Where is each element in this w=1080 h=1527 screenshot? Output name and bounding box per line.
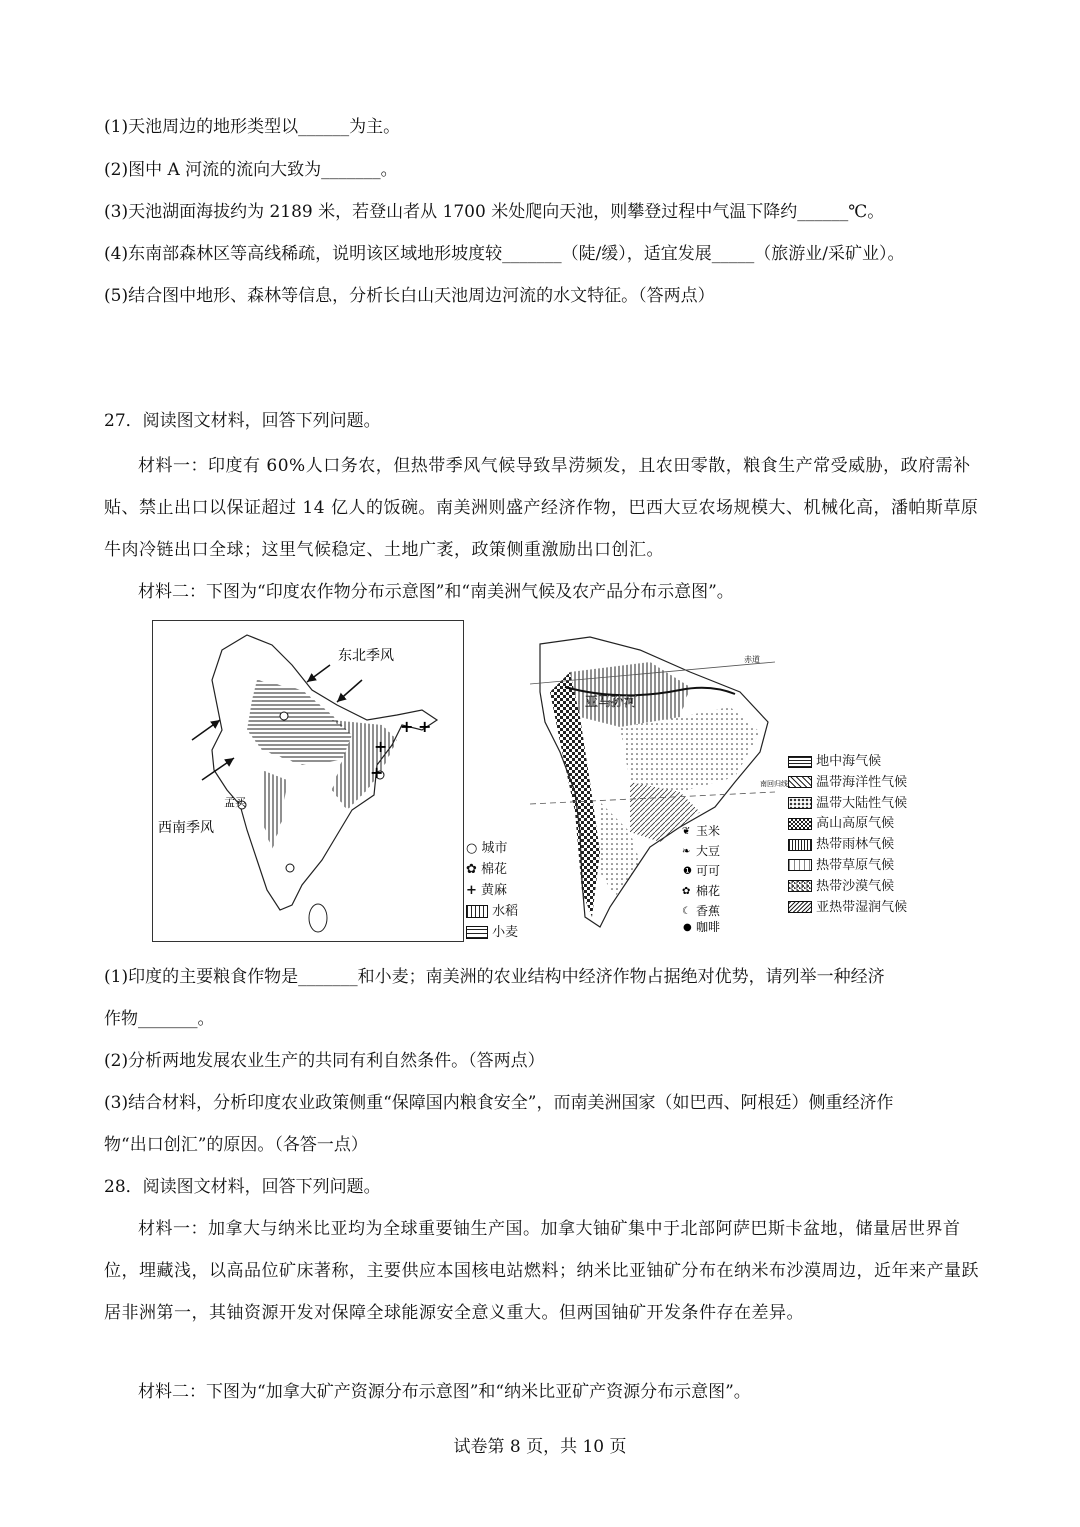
- horizontal-hatch-icon: [466, 926, 488, 939]
- climate-label: 温带大陆性气候: [816, 795, 908, 811]
- jute-mark: +: [418, 717, 432, 736]
- q27-question-1b: 作物_______。: [104, 1009, 215, 1029]
- product-label: 棉花: [696, 884, 721, 898]
- product-label: 大豆: [696, 844, 721, 858]
- q27-question-2: (2)分析两地发展农业生产的共同有利自然条件。（答两点）: [104, 1051, 545, 1071]
- climate-label: 热带雨林气候: [816, 837, 895, 853]
- q26-item-5: (5)结合图中地形、森林等信息，分析长白山天池周边河流的水文特征。（答两点）: [104, 286, 715, 306]
- climate-legend: [788, 752, 938, 918]
- product-label: 咖啡: [696, 920, 721, 932]
- india-map-svg: [152, 620, 464, 942]
- plus-icon: +: [466, 883, 477, 898]
- climate-label: 温带海洋性气候: [816, 774, 908, 790]
- equator-label: 赤道: [744, 655, 760, 664]
- q27-question-1a: (1)印度的主要粮食作物是_______和小麦；南美洲的农业结构中经济作物占据绝对优势，请列举一种经济: [104, 967, 885, 987]
- river-label: 亚马孙河: [585, 695, 638, 710]
- legend-cotton: 棉花: [481, 862, 508, 877]
- climate-label: 地中海气候: [816, 754, 882, 769]
- q26-item-4: (4)东南部森林区等高线稀疏，说明该区域地形坡度较_______（陡/缓），适宜发展_____（旅游业/采矿业）。: [104, 244, 905, 264]
- q27-material-1: 材料一：印度有 60%人口务农，但热带季风气候导致旱涝频发，且农田零散，粮食生产常受威胁，政府需补贴、禁止出口以保证超过 14 亿人的饭碗。南美洲则盛产经济作物，巴西大豆农场规模大、机械化高，潘帕斯草原牛肉冷链出口全球；这里气候稳定、土地广袤，政策侧重激励出口创汇。: [104, 456, 979, 560]
- q27-question-3b: 物“出口创汇”的原因。（各答一点）: [104, 1135, 368, 1155]
- sri-lanka: [309, 904, 327, 932]
- jute-mark: +: [374, 737, 388, 756]
- q27-material-2: 材料二：下图为“印度农作物分布示意图”和“南美洲气候及农产品分布示意图”。: [138, 582, 734, 602]
- q26-item-3: (3)天池湖面海拔约为 2189 米，若登山者从 1700 米处爬向天池，则攀登过程中气温下降约______℃。: [104, 202, 885, 222]
- city-label: 孟买: [224, 796, 246, 809]
- jute-mark: +: [400, 717, 414, 736]
- legend-rice: 水稻: [492, 904, 519, 919]
- page-footer: 试卷第 8 页，共 10 页: [453, 1437, 627, 1457]
- temperate-maritime-swatch: [788, 776, 812, 788]
- vertical-hatch-icon: [466, 905, 488, 918]
- product-label: 可可: [696, 864, 721, 878]
- legend-jute: 黄麻: [481, 883, 508, 898]
- banana-icon: ☾: [682, 906, 691, 917]
- q28-material-2: 材料二：下图为“加拿大矿产资源分布示意图”和“纳米比亚矿产资源分布示意图”。: [138, 1382, 751, 1402]
- rainforest-swatch: [788, 839, 812, 851]
- q28-material-1: 材料一：加拿大与纳米比亚均为全球重要铀生产国。加拿大铀矿集中于北部阿萨巴斯卡盆地，储量居世界首位，埋藏浅，以高品位矿床著称，主要供应本国核电站燃料；纳米比亚铀矿分布在纳米布沙漠周边，近年来产量跃居非洲第一，其铀资源开发对保障全球能源安全意义重大。但两国铀矿开发条件存在差异。: [104, 1219, 979, 1323]
- legend-city: 城市: [481, 841, 508, 856]
- jute-mark: +: [370, 763, 384, 782]
- subtropical-swatch: [788, 901, 812, 913]
- climate-label: 热带沙漠气候: [816, 878, 895, 894]
- corn-icon: ❦: [682, 826, 691, 837]
- climate-label: 亚热带湿润气候: [816, 899, 908, 915]
- savanna-swatch: [788, 859, 812, 871]
- india-crop-map: [152, 620, 464, 942]
- q27-question-3a: (3)结合材料，分析印度农业政策侧重“保障国内粮食安全”，而南美洲国家（如巴西、阿根廷）侧重经济作: [104, 1093, 894, 1113]
- cotton-icon: ✿: [466, 862, 477, 877]
- tropic-label: 南回归线: [760, 780, 788, 788]
- south-america-map: [530, 632, 790, 932]
- product-label: 玉米: [696, 824, 721, 838]
- product-label: 香蕉: [696, 904, 721, 918]
- highland-swatch: [788, 818, 812, 830]
- temperate-continental-swatch: [788, 797, 812, 809]
- climate-label: 高山高原气候: [816, 816, 895, 832]
- cocoa-icon: ❶: [683, 866, 692, 877]
- sa-map-svg: [530, 632, 790, 932]
- climate-label: 热带草原气候: [816, 857, 895, 873]
- q27-title: 27．阅读图文材料，回答下列问题。: [104, 411, 381, 431]
- q28-title: 28．阅读图文材料，回答下列问题。: [104, 1177, 381, 1197]
- mediterranean-swatch: [788, 756, 812, 768]
- city-dot: [280, 712, 288, 720]
- ne-monsoon-label: 东北季风: [338, 648, 394, 664]
- q26-item-1: (1)天池周边的地形类型以______为主。: [104, 117, 401, 137]
- sw-monsoon-label: 西南季风: [158, 820, 214, 836]
- circle-icon: ○: [466, 841, 478, 856]
- legend-wheat: 小麦: [492, 925, 519, 940]
- desert-swatch: [788, 880, 812, 892]
- q26-item-2: (2)图中 A 河流的流向大致为_______。: [104, 160, 398, 180]
- city-dot: [286, 864, 294, 872]
- soybean-icon: ❧: [682, 846, 691, 857]
- coffee-icon: ●: [683, 922, 692, 932]
- cotton-icon: ✿: [682, 886, 691, 897]
